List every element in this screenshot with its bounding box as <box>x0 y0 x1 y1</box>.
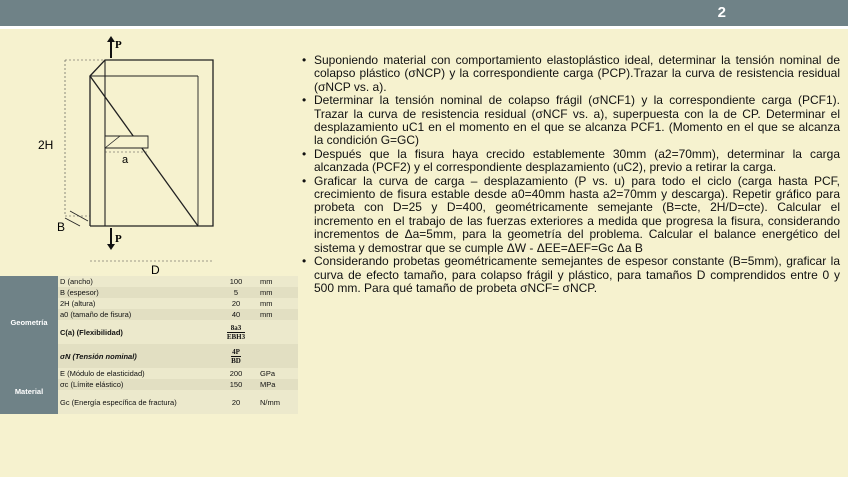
prop-value: 200 <box>214 368 258 379</box>
group-geometry: Geometría <box>0 276 58 368</box>
prop-unit: mm <box>258 298 298 309</box>
crack <box>105 136 148 148</box>
label-p-top: P <box>115 39 122 51</box>
prop-value: 100 <box>214 276 258 287</box>
prop-unit: mm <box>258 309 298 320</box>
label-d: D <box>151 263 160 276</box>
group-material: Material <box>0 368 58 414</box>
prop-value: 20 <box>214 390 258 414</box>
prop-unit: mm <box>258 287 298 298</box>
prop-label: D (ancho) <box>58 276 214 287</box>
problem-statement <box>300 54 840 295</box>
bullet-item: • Graficar la curva de carga – desplazamiento (P vs. u) para todo el ciclo (carga hasta PCF, crecimiento de fisura estable desde a0=40mm hasta a2=70mm y descarga). Repetir gráfico para probeta con D=25 y D=400, geométricamente semejante (B=cte, 2H/D=cte). Calcular el incremento en el trabajo de las fuerzas exteriores a medida que progresa la fisura, considerando incrementos de Δa=5mm, para la geometría del problema. Calcular el balance energético del sistema y demostrar que se cumple ΔW - ΔEE=ΔEF=Gc Δa B <box>314 175 840 255</box>
prop-unit: mm <box>258 276 298 287</box>
specimen-diagram <box>0 36 300 276</box>
prop-value: 150 <box>214 379 258 390</box>
prop-label: E (Módulo de elasticidad) <box>58 368 214 379</box>
bullet-item: • Suponiendo material con comportamiento elastoplástico ideal, determinar la tensión nominal de colapso plástico (σNCP) y la correspondiente carga (PCP).Trazar la curva de resistencia residual (σNCP vs. a). <box>314 54 840 94</box>
prop-unit: GPa <box>258 368 298 379</box>
label-p-bottom: P <box>115 233 122 245</box>
prop-label: B (espesor) <box>58 287 214 298</box>
slide-number: 2 <box>717 4 726 21</box>
prop-unit: MPa <box>258 379 298 390</box>
prop-label: a0 (tamaño de fisura) <box>58 309 214 320</box>
label-2h: 2H <box>38 138 54 152</box>
prop-value: 40 <box>214 309 258 320</box>
prop-value: 20 <box>214 298 258 309</box>
prop-label: Gc (Energía específica de fractura) <box>58 390 214 414</box>
prop-label: C(a) (Flexibilidad) <box>58 320 214 344</box>
prop-label: σc (Límite elástico) <box>58 379 214 390</box>
title-bar <box>0 0 848 26</box>
prop-unit: N/mm <box>258 390 298 414</box>
label-b: B <box>57 220 66 234</box>
bullet-item: • Considerando probetas geométricamente semejantes de espesor constante (B=5mm), graficar la curva de efecto tamaño, para colapso frágil y plástico, para tamaños D comprendidos entre 0 y 500 mm. Para qué tamaño de probeta σNCF= σNCP. <box>314 255 840 295</box>
properties-table <box>0 276 298 414</box>
prop-label: 2H (altura) <box>58 298 214 309</box>
title-divider <box>0 26 848 29</box>
label-a: a <box>122 154 129 166</box>
flexibility-formula: $\frac{8a3}{\text{EBH3}}$ <box>226 323 246 341</box>
nominal-stress-formula: $\frac{4P}{BD}$ <box>231 347 241 365</box>
prop-label: σN (Tensión nominal) <box>58 344 214 368</box>
prop-value: 5 <box>214 287 258 298</box>
bullet-item: • Después que la fisura haya crecido establemente 30mm (a2=70mm), determinar la carga alcanzada (PCF2) y el correspondiente desplazamiento (uC2), previo a retirar la carga. <box>314 148 840 175</box>
bullet-item: • Determinar la tensión nominal de colapso frágil (σNCF1) y la correspondiente carga (PCF1). Trazar la curva de resistencia residual (σNCF vs. a), superpuesta con la de CP. Determinar el desplazamiento uC1 en el momento en el que se alcanza PCF1. (Momento en el que se alcanza la condición G=GC) <box>314 94 840 148</box>
